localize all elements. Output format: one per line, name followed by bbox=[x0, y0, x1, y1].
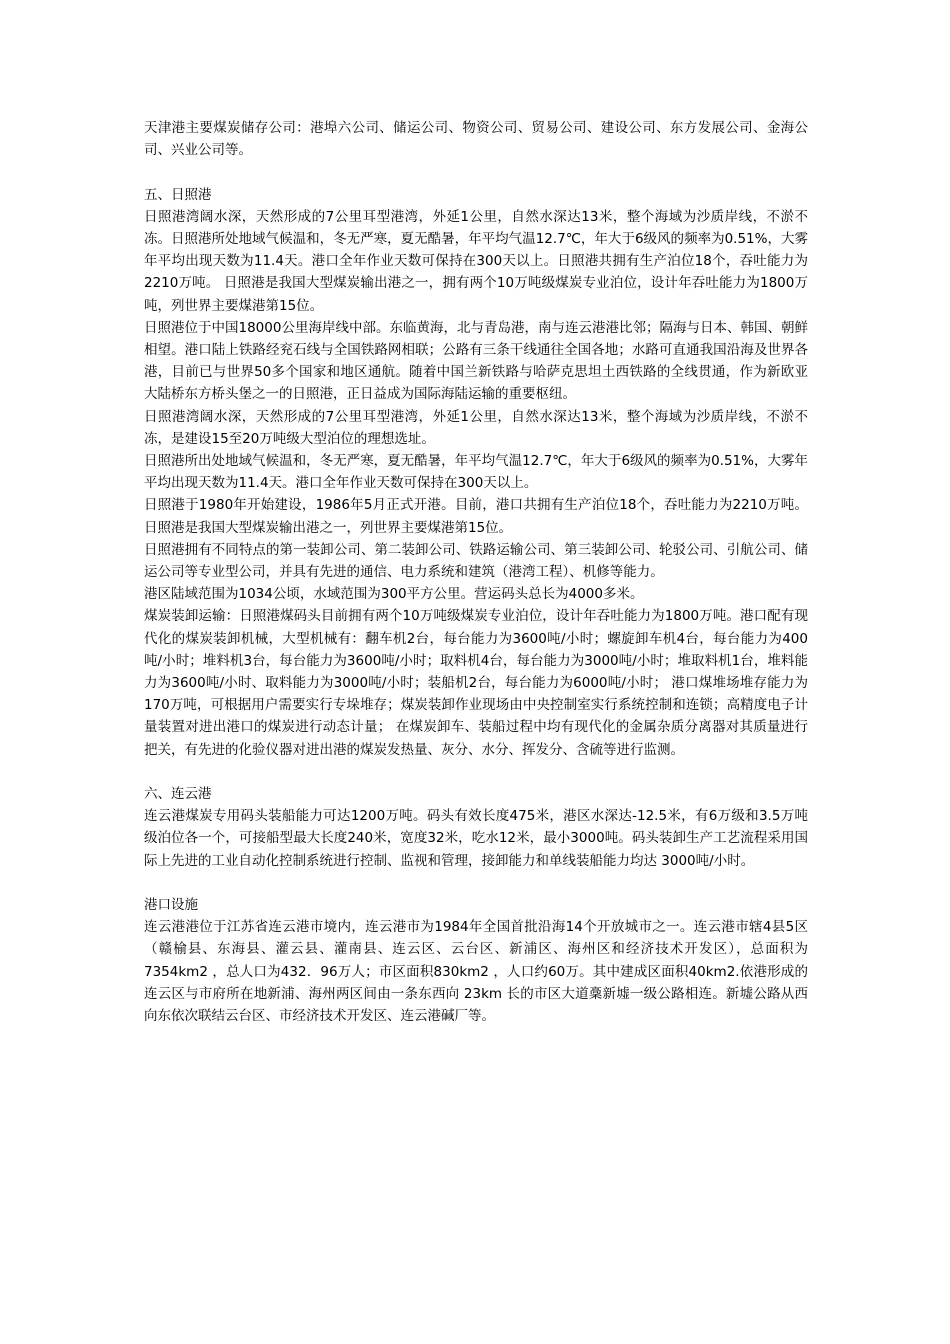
lianyungang-paragraph-1: 连云港煤炭专用码头装船能力可达1200万吨。码头有效长度475米，港区水深达-12.5米，有6万级和3.5万吨级泊位各一个，可接船型最大长度240米，宽度32米，吃水12米，最小3000吨。码头装卸生产工艺流程采用国际上先进的工业自动化控制系统进行控制、监视和管理，接卸能力和单线装船能力均达 3000吨/小时。 bbox=[144, 808, 808, 869]
rizhao-paragraph-4: 日照港所出处地域气候温和，冬无严寒，夏无酷暑，年平均气温12.7℃，年大于6级风的频率为0.51%，大雾年平均出现天数为11.4天。港口全年作业天数可保持在300天以上。 bbox=[144, 453, 808, 492]
rizhao-heading: 五、日照港 bbox=[144, 186, 212, 203]
lianyungang-heading: 六、连云港 bbox=[144, 786, 212, 803]
tianjin-storage-paragraph: 天津港主要煤炭储存公司：港埠六公司、储运公司、物资公司、贸易公司、建设公司、东方发展公司、金海公司、兴业公司等。 bbox=[144, 120, 808, 159]
rizhao-paragraph-3: 日照港湾阔水深，天然形成的7公里耳型港湾，外延1公里，自然水深达13米，整个海域为沙质岸线，不淤不冻，是建设15至20万吨级大型泊位的理想选址。 bbox=[144, 408, 808, 447]
rizhao-paragraph-2: 日照港位于中国18000公里海岸线中部。东临黄海，北与青岛港，南与连云港港比邻；隔海与日本、韩国、朝鲜相望。港口陆上铁路经兖石线与全国铁路网相联；公路有三条干线通往全国各地；水路可直通我国沿海及世界各港，目前已与世界50多个国家和地区通航。随着中国兰新铁路与哈萨克思坦土西铁路的全线贯通，作为新欧亚大陆桥东方桥头堡之一的日照港，正日益成为国际海陆运输的重要枢纽。 bbox=[144, 319, 808, 403]
spacer bbox=[144, 161, 808, 183]
rizhao-paragraph-8: 煤炭装卸运输：日照港煤码头目前拥有两个10万吨级煤炭专业泊位，设计年吞吐能力为1800万吨。港口配有现代化的煤炭装卸机械，大型机械有：翻车机2台，每台能力为3600吨/小时；螺旋卸车机4台，每台能力为400吨/小时；堆料机3台，每台能力为3600吨/小时；取料机4台，每台能力为3000吨/小时；堆取料机1台，堆料能力为3600吨/小时、取料能力为3000吨/小时；装船机2台，每台能力为6000吨/小时； 港口煤堆场堆存能力为170万吨，可根据用户需要实行专垛堆存；煤炭装卸作业现场由中央控制室实行系统控制和连锁；高精度电子计量装置对进出港口的煤炭进行动态计量； 在煤炭卸车、装船过程中均有现代化的金属杂质分离器对其质量进行把关，有先进的化验仪器对进出港的煤炭发热量、灰分、水分、挥发分、含硫等进行监测。 bbox=[144, 608, 808, 758]
spacer bbox=[144, 761, 808, 783]
rizhao-paragraph-7: 港区陆域范围为1034公顷，水域范围为300平方公里。营运码头总长为4000多米。 bbox=[144, 586, 644, 603]
facilities-heading: 港口设施 bbox=[144, 897, 198, 914]
rizhao-paragraph-5: 日照港于1980年开始建设，1986年5月正式开港。目前，港口共拥有生产泊位18个，吞吐能力为2210万吨。日照港是我国大型煤炭输出港之一，列世界主要煤港第15位。 bbox=[144, 497, 808, 536]
facilities-paragraph-1: 连云港港位于江苏省连云港市境内，连云港市为1984年全国首批沿海14个开放城市之一。连云港市辖4县5区（赣榆县、东海县、灌云县、灌南县、连云区、云台区、新浦区、海州区和经济技术开发区），总面积为7354km2 ，总人口为432．96万人；市区面积830km2 ，人口约60万。其中建成区面积40km2.依港形成的连云区与市府所在地新浦、海州两区间由一条东西向 23km 长的市区大道稾新墟一级公路相连。新墟公路从西向东依次联结云台区、市经济技术开发区、连云港碱厂等。 bbox=[144, 919, 808, 1025]
rizhao-paragraph-6: 日照港拥有不同特点的第一装卸公司、第二装卸公司、铁路运输公司、第三装卸公司、轮驳公司、引航公司、储运公司等专业型公司，并具有先进的通信、电力系统和建筑（港湾工程）、机修等能力。 bbox=[144, 541, 808, 581]
spacer bbox=[144, 872, 808, 894]
rizhao-paragraph-1: 日照港湾阔水深，天然形成的7公里耳型港湾，外延1公里，自然水深达13米，整个海域为沙质岸线，不淤不冻。日照港所处地域气候温和，冬无严寒，夏无酷暑，年平均气温12.7℃，年大于6级风的频率为0.51%，大雾年平均出现天数为11.4天。港口全年作业天数可保持在300天以上。日照港共拥有生产泊位18个，吞吐能力为2210万吨。 日照港是我国大型煤炭输出港之一，拥有两个10万吨级煤炭专业泊位，设计年吞吐能力为1800万吨，列世界主要煤港第15位。 bbox=[144, 208, 808, 314]
document-body bbox=[144, 117, 808, 1027]
